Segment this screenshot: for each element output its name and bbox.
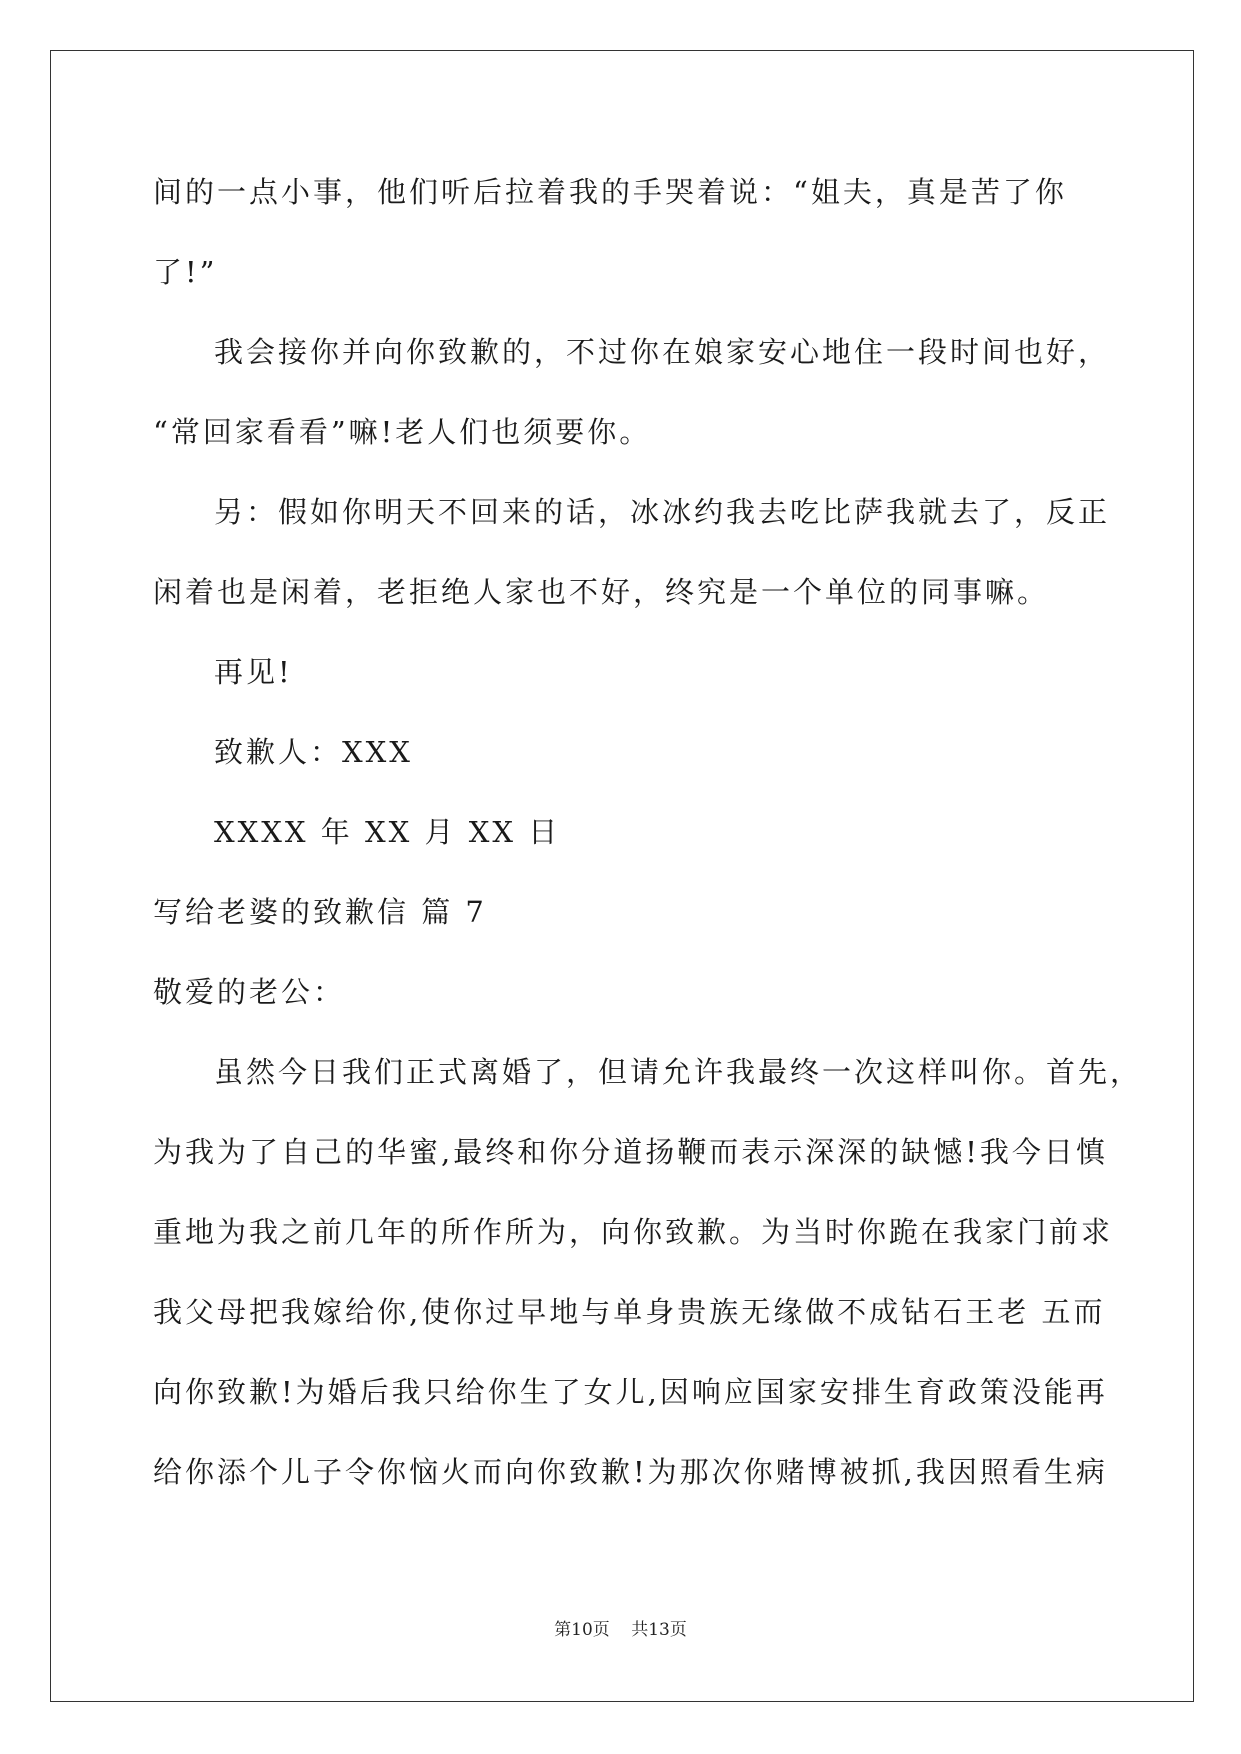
- text-line: 为我为了自己的华蜜,最终和你分道扬鞭而表示深深的缺憾!我今日慎: [153, 1135, 1108, 1169]
- text-line: 虽然今日我们正式离婚了，但请允许我最终一次这样叫你。首先，: [214, 1055, 1143, 1089]
- text-line: 重地为我之前几年的所作所为，向你致歉。为当时你跪在我家门前求: [153, 1215, 1114, 1249]
- page-number-current: 第10页: [554, 1620, 610, 1640]
- page-number-total: 共13页: [631, 1620, 687, 1640]
- signature-line: 致歉人：XXX: [214, 735, 413, 769]
- date-line: XXXX 年 XX 月 XX 日: [214, 815, 561, 849]
- text-line: 我父母把我嫁给你,使你过早地与单身贵族无缘做不成钻石王老 五而: [153, 1295, 1106, 1329]
- text-line: 向你致歉!为婚后我只给你生了女儿,因响应国家安排生育政策没能再: [153, 1375, 1108, 1409]
- text-line: 我会接你并向你致歉的，不过你在娘家安心地住一段时间也好，: [214, 335, 1111, 369]
- section-heading: 写给老婆的致歉信 篇 7: [153, 895, 487, 929]
- text-line: 另：假如你明天不回来的话，冰冰约我去吃比萨我就去了，反正: [214, 495, 1111, 529]
- page-footer: [0, 1618, 1241, 1642]
- text-line: 了!”: [153, 255, 218, 289]
- text-line: 闲着也是闲着，老拒绝人家也不好，终究是一个单位的同事嘛。: [153, 575, 1050, 609]
- salutation: 敬爱的老公：: [153, 975, 346, 1009]
- text-line: 再见!: [214, 655, 293, 689]
- text-line: “常回家看看”嘛!老人们也须要你。: [153, 415, 652, 449]
- text-line: 间的一点小事，他们听后拉着我的手哭着说：“姐夫，真是苦了你: [153, 175, 1067, 209]
- text-line: 给你添个儿子令你恼火而向你致歉!为那次你赌博被抓,我因照看生病: [153, 1455, 1108, 1489]
